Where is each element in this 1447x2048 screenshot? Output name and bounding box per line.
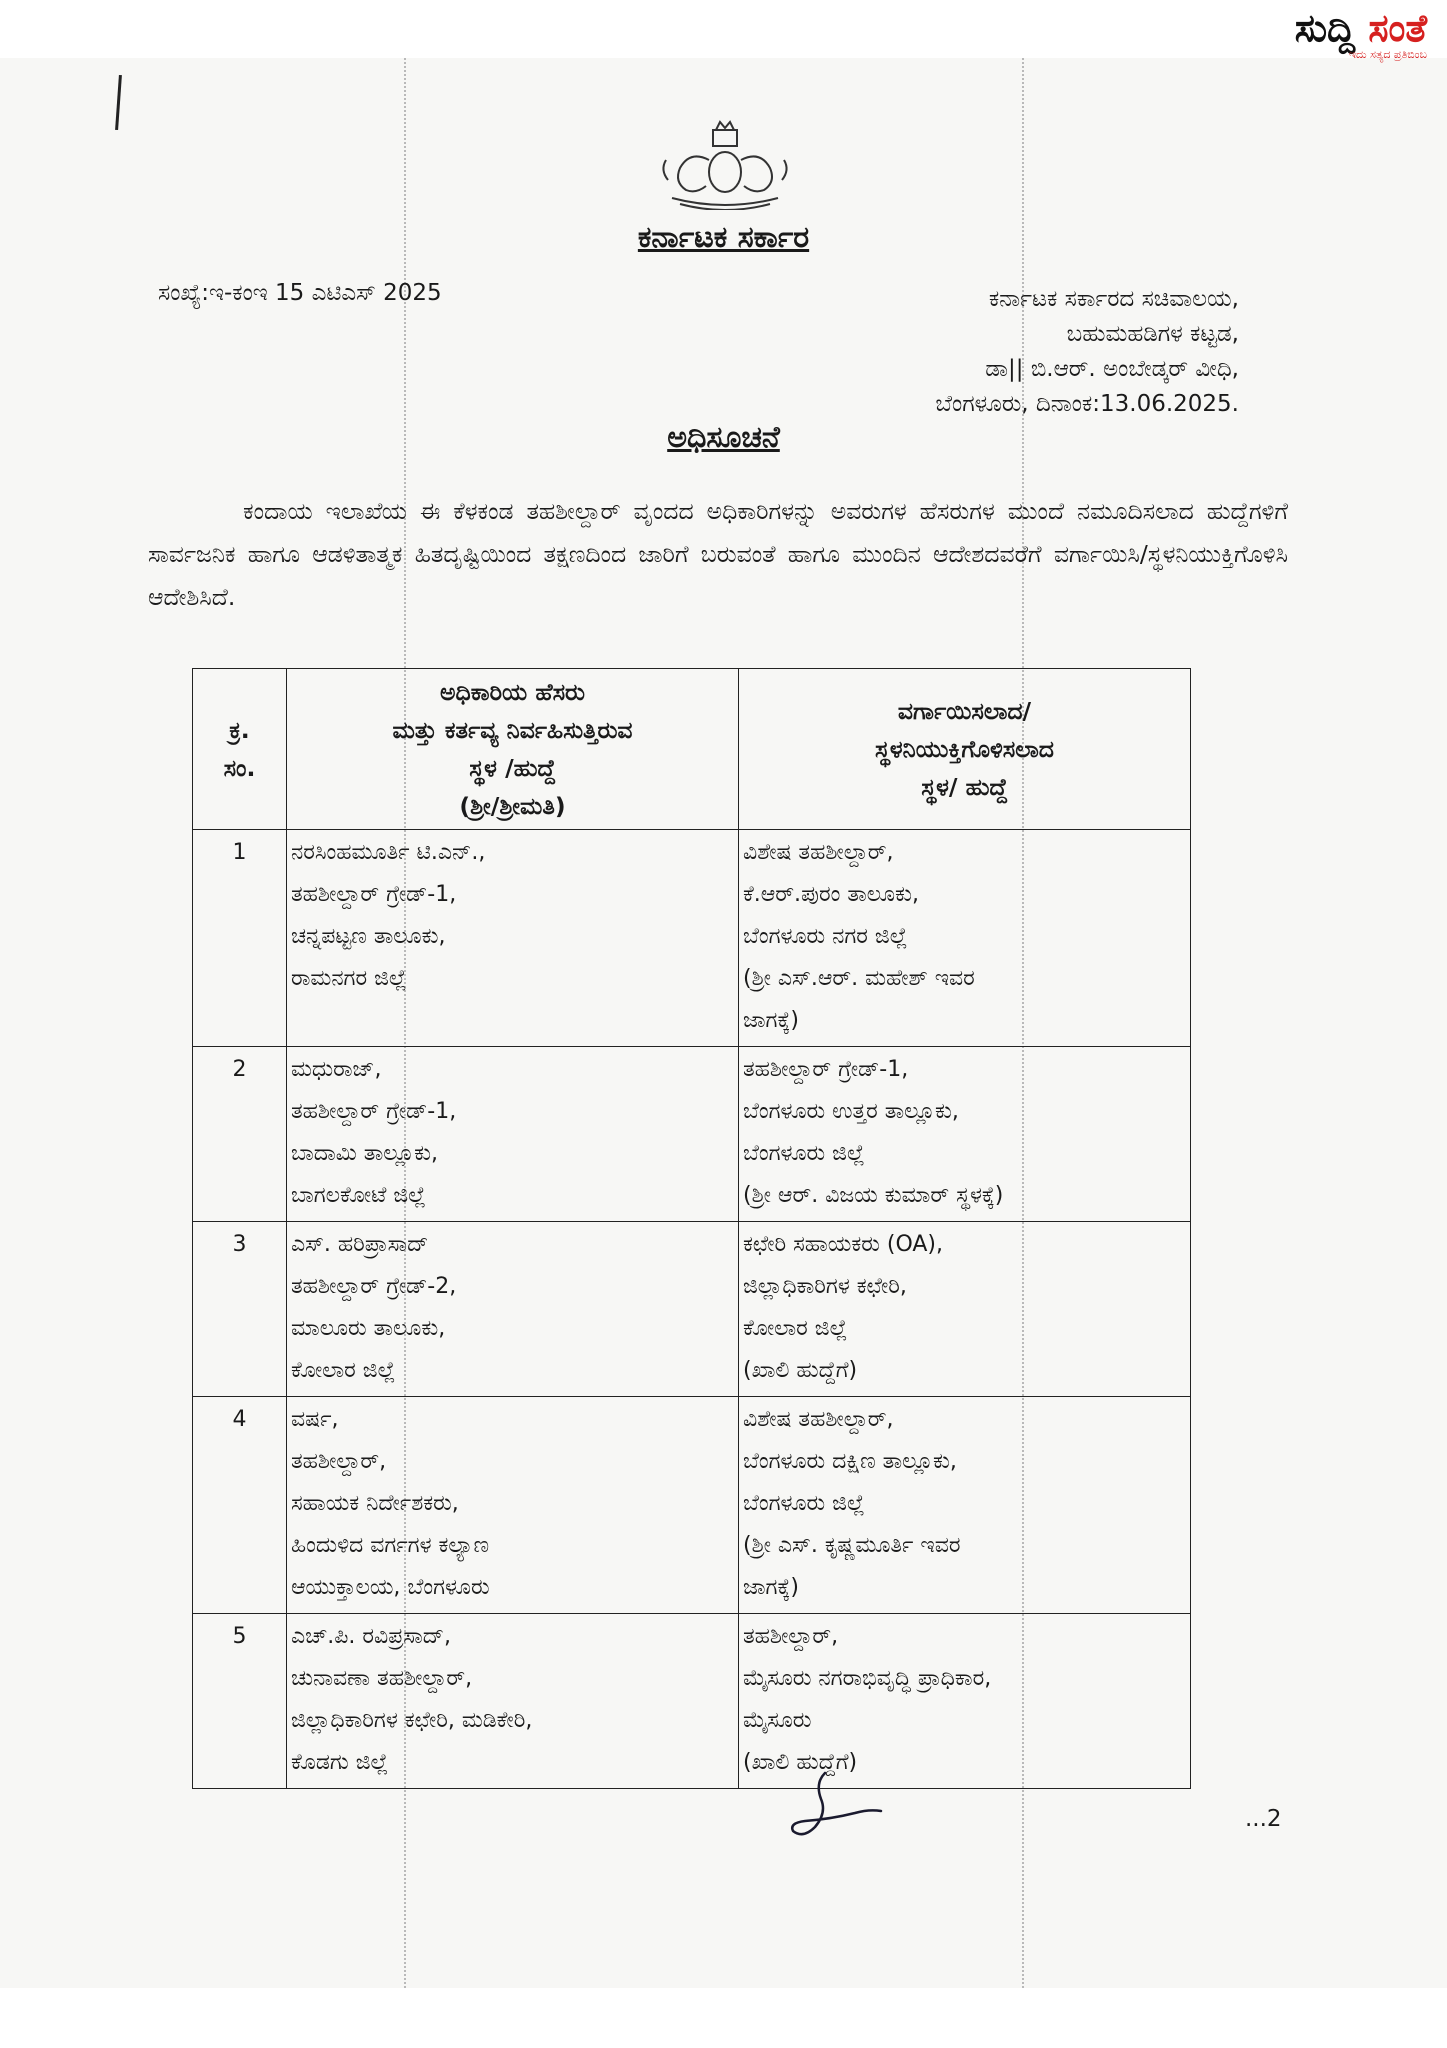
transfer-table: [192, 668, 1191, 1789]
reference-number: ಸಂಖ್ಯೆ:ಇ-ಕಂಇ 15 ಎಟಿಎಸ್ 2025: [158, 280, 442, 306]
table-row: [193, 1047, 1191, 1222]
table-row: [193, 1614, 1191, 1789]
brand-name-part1: ಸುದ್ದಿ: [1294, 6, 1356, 50]
officer-cell: ಎಚ್.ಪಿ. ರವಿಪ್ರಸಾದ್, ಚುನಾವಣಾ ತಹಶೀಲ್ದಾರ್, ಜಿಲ್ಲಾಧಿಕಾರಿಗಳ ಕಛೇರಿ, ಮಡಿಕೇರಿ, ಕೊಡಗು ಜಿಲ್ಲೆ: [287, 1614, 739, 1789]
table-row: [193, 830, 1191, 1047]
brand-tagline: ಇದು ಸತ್ಯದ ಪ್ರತಿಬಿಂಬ: [1348, 48, 1427, 61]
serial-number: 4: [193, 1397, 287, 1614]
signature-icon: [785, 1765, 885, 1845]
table-row: [193, 1397, 1191, 1614]
brand-watermark: [1295, 8, 1427, 61]
officer-cell: ವರ್ಷ, ತಹಶೀಲ್ದಾರ್, ಸಹಾಯಕ ನಿರ್ದೇಶಕರು, ಹಿಂದುಳಿದ ವರ್ಗಗಳ ಕಲ್ಯಾಣ ಆಯುಕ್ತಾಲಯ, ಬೆಂಗಳೂರು: [287, 1397, 739, 1614]
serial-number: 5: [193, 1614, 287, 1789]
address-line: ಡಾ|| ಬಿ.ಆರ್. ಅಂಬೇಡ್ಕರ್ ವೀಧಿ,: [985, 356, 1239, 382]
state-emblem-icon: [650, 120, 800, 210]
posting-cell: ವಿಶೇಷ ತಹಶೀಲ್ದಾರ್, ಕೆ.ಆರ್.ಪುರಂ ತಾಲೂಕು, ಬೆಂಗಳೂರು ನಗರ ಜಿಲ್ಲೆ (ಶ್ರೀ ಎಸ್.ಆರ್. ಮಹೇಶ್ ಇವರ ಜಾಗಕ್ಕೆ): [739, 830, 1191, 1047]
table-row: [193, 1222, 1191, 1397]
posting-cell: ತಹಶೀಲ್ದಾರ್, ಮೈಸೂರು ನಗರಾಭಿವೃದ್ಧಿ ಪ್ರಾಧಿಕಾರ, ಮೈಸೂರು (ಖಾಲಿ ಹುದ್ದೆಗೆ): [739, 1614, 1191, 1789]
header-officer-details: ಅಧಿಕಾರಿಯ ಹೆಸರು ಮತ್ತು ಕರ್ತವ್ಯ ನಿರ್ವಹಿಸುತ್ತಿರುವ ಸ್ಥಳ /ಹುದ್ದೆ (ಶ್ರೀ/ಶ್ರೀಮತಿ): [287, 669, 739, 830]
brand-name-part2: ಸಂತೆ: [1368, 6, 1427, 50]
address-date-line: ಬೆಂಗಳೂರು, ದಿನಾಂಕ:13.06.2025.: [935, 391, 1239, 417]
address-line: ಬಹುಮಹಡಿಗಳ ಕಟ್ಟಡ,: [1066, 321, 1239, 347]
officer-cell: ಮಧುರಾಜ್, ತಹಶೀಲ್ದಾರ್ ಗ್ರೇಡ್-1, ಬಾದಾಮಿ ತಾಲ್ಲೂಕು, ಬಾಗಲಕೋಟೆ ಜಿಲ್ಲೆ: [287, 1047, 739, 1222]
address-line: ಕರ್ನಾಟಕ ಸರ್ಕಾರದ ಸಚಿವಾಲಯ,: [988, 286, 1239, 312]
header-new-posting: ವರ್ಗಾಯಿಸಲಾದ/ ಸ್ಥಳನಿಯುಕ್ತಿಗೊಳಿಸಲಾದ ಸ್ಥಳ/ ಹುದ್ದೆ: [739, 669, 1191, 830]
table-header-row: [193, 669, 1191, 830]
officer-cell: ನರಸಿಂಹಮೂರ್ತಿ ಟಿ.ಎನ್., ತಹಶೀಲ್ದಾರ್ ಗ್ರೇಡ್-1, ಚನ್ನಪಟ್ಟಣ ತಾಲೂಕು, ರಾಮನಗರ ಜಿಲ್ಲೆ: [287, 830, 739, 1047]
header-serial-number: ಕ್ರ. ಸಂ.: [193, 669, 287, 830]
serial-number: 3: [193, 1222, 287, 1397]
posting-cell: ವಿಶೇಷ ತಹಶೀಲ್ದಾರ್, ಬೆಂಗಳೂರು ದಕ್ಷಿಣ ತಾಲ್ಲೂಕು, ಬೆಂಗಳೂರು ಜಿಲ್ಲೆ (ಶ್ರೀ ಎಸ್. ಕೃಷ್ಣಮೂರ್ತಿ ಇವರ ಜಾಗಕ್ಕೆ): [739, 1397, 1191, 1614]
page-continuation: ...2: [1245, 1806, 1282, 1832]
officer-cell: ಎಸ್. ಹರಿಪ್ರಾಸಾದ್ ತಹಶೀಲ್ದಾರ್ ಗ್ರೇಡ್-2, ಮಾಲೂರು ತಾಲೂಕು, ಕೋಲಾರ ಜಿಲ್ಲೆ: [287, 1222, 739, 1397]
posting-cell: ತಹಶೀಲ್ದಾರ್ ಗ್ರೇಡ್-1, ಬೆಂಗಳೂರು ಉತ್ತರ ತಾಲ್ಲೂಕು, ಬೆಂಗಳೂರು ಜಿಲ್ಲೆ (ಶ್ರೀ ಆರ್. ವಿಜಯ ಕುಮಾರ್ ಸ್ಥಳಕ್ಕೆ): [739, 1047, 1191, 1222]
office-address: [935, 282, 1239, 422]
brand-name: [1295, 8, 1427, 48]
serial-number: 1: [193, 830, 287, 1047]
posting-cell: ಕಛೇರಿ ಸಹಾಯಕರು (OA), ಜಿಲ್ಲಾಧಿಕಾರಿಗಳ ಕಛೇರಿ, ಕೋಲಾರ ಜಿಲ್ಲೆ (ಖಾಲಿ ಹುದ್ದೆಗೆ): [739, 1222, 1191, 1397]
order-paragraph: ಕಂದಾಯ ಇಲಾಖೆಯ ಈ ಕೆಳಕಂಡ ತಹಶೀಲ್ದಾರ್ ವೃಂದದ ಅಧಿಕಾರಿಗಳನ್ನು ಅವರುಗಳ ಹೆಸರುಗಳ ಮುಂದೆ ನಮೂದಿಸಲಾದ ಹುದ್ದೆಗಳಿಗೆ ಸಾರ್ವಜನಿಕ ಹಾಗೂ ಆಡಳಿತಾತ್ಮಕ ಹಿತದೃಷ್ಟಿಯಿಂದ ತಕ್ಷಣದಿಂದ ಜಾರಿಗೆ ಬರುವಂತೆ ಹಾಗೂ ಮುಂದಿನ ಆದೇಶದವರೆಗೆ ವರ್ಗಾಯಿಸಿ/ಸ್ಥಳನಿಯುಕ್ತಿಗೊಳಿಸಿ ಆದೇಶಿಸಿದೆ.: [148, 497, 1288, 611]
notification-title: ಅಧಿಸೂಚನೆ: [667, 420, 780, 455]
government-title: ಕರ್ನಾಟಕ ಸರ್ಕಾರ: [637, 220, 810, 255]
serial-number: 2: [193, 1047, 287, 1222]
